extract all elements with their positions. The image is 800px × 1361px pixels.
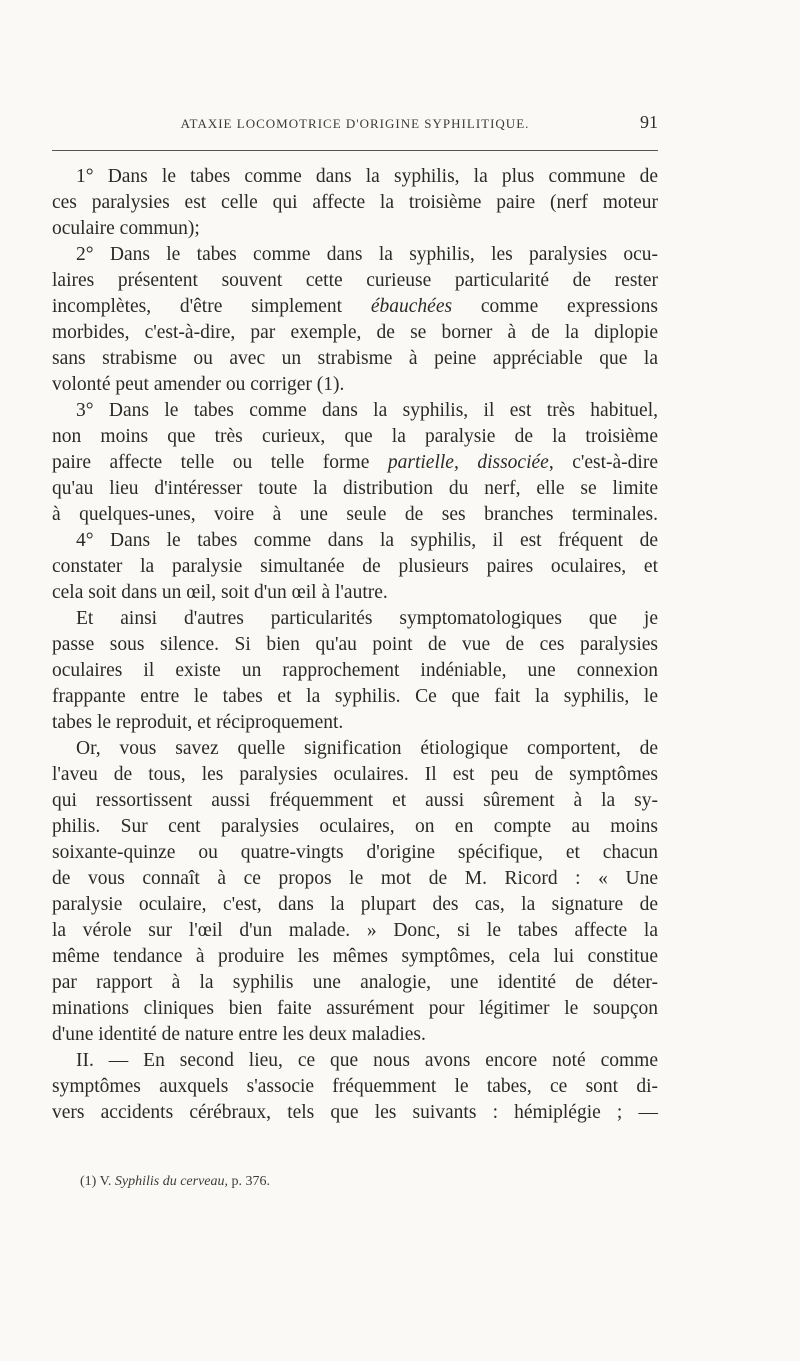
text-line: frappante entre le tabes et la syphilis. Ce que fait la syphilis, le (52, 686, 658, 707)
text-line: Et ainsi d'autres particularités symptomatologiques que je (76, 608, 658, 629)
footnote-title: Syphilis du cerveau, (114, 1174, 229, 1189)
text-line: volonté peut amender ou corriger (1). (52, 374, 345, 395)
page-number: 91 (640, 112, 658, 132)
text-line: vers accidents cérébraux, tels que les suivants : hémiplégie ; — (52, 1102, 658, 1123)
text-line: oculaire commun); (52, 218, 200, 239)
body-text (52, 164, 658, 1126)
footnote-marker: (1) V. (80, 1174, 112, 1189)
text-line: à quelques-unes, voire à une seule de ses branches terminales. (52, 504, 658, 525)
footnote (80, 1174, 270, 1190)
footnote-page: p. 376. (231, 1174, 271, 1189)
text-line: sans strabisme ou avec un strabisme à peine appréciable que la (52, 348, 658, 369)
text-line: Or, vous savez quelle signification étiologique comportent, de (76, 738, 658, 759)
text-line: l'aveu de tous, les paralysies oculaires. Il est peu de symptômes (52, 764, 658, 785)
text-line: non moins que très curieux, que la paralysie de la troisième (52, 426, 658, 447)
text-line: incomplètes, d'être simplement ébauchées comme expressions (52, 296, 658, 317)
header-rule (52, 150, 658, 151)
text-line: même tendance à produire les mêmes symptômes, cela lui constitue (52, 946, 658, 967)
text-line: tabes le reproduit, et réciproquement. (52, 712, 344, 733)
text-line: 4° Dans le tabes comme dans la syphilis, il est fréquent de (76, 530, 658, 551)
text-line: minations cliniques bien faite assurément pour légitimer le soupçon (52, 998, 658, 1019)
text-line: symptômes auxquels s'associe fréquemment le tabes, ce sont di- (52, 1076, 658, 1097)
text-line: paire affecte telle ou telle forme partielle, dissociée, c'est-à-dire (52, 452, 658, 473)
text-line: 3° Dans le tabes comme dans la syphilis, il est très habituel, (76, 400, 658, 421)
text-line: 2° Dans le tabes comme dans la syphilis, les paralysies ocu- (76, 244, 658, 265)
page-header (52, 112, 658, 142)
text-line: qu'au lieu d'intéresser toute la distribution du nerf, elle se limite (52, 478, 658, 499)
text-line: ces paralysies est celle qui affecte la troisième paire (nerf moteur (52, 192, 658, 213)
text-line: d'une identité de nature entre les deux maladies. (52, 1024, 426, 1045)
text-line: philis. Sur cent paralysies oculaires, on en compte au moins (52, 816, 658, 837)
text-line: 1° Dans le tabes comme dans la syphilis, la plus commune de (76, 166, 658, 187)
text-line: par rapport à la syphilis une analogie, une identité de déter- (52, 972, 658, 993)
running-head: ATAXIE LOCOMOTRICE D'ORIGINE SYPHILITIQUE. (180, 116, 530, 131)
text-line: de vous connaît à ce propos le mot de M. Ricord : « Une (52, 868, 658, 889)
text-line: laires présentent souvent cette curieuse particularité de rester (52, 270, 658, 291)
text-line: soixante-quinze ou quatre-vingts d'origine spécifique, et chacun (52, 842, 658, 863)
text-line: la vérole sur l'œil d'un malade. » Donc, si le tabes affecte la (52, 920, 658, 941)
text-line: cela soit dans un œil, soit d'un œil à l'autre. (52, 582, 388, 603)
text-line: passe sous silence. Si bien qu'au point de vue de ces paralysies (52, 634, 658, 655)
text-line: qui ressortissent aussi fréquemment et aussi sûrement à la sy- (52, 790, 658, 811)
text-line: morbides, c'est-à-dire, par exemple, de se borner à de la diplopie (52, 322, 658, 343)
text-line: constater la paralysie simultanée de plusieurs paires oculaires, et (52, 556, 658, 577)
text-line: oculaires il existe un rapprochement indéniable, une connexion (52, 660, 658, 681)
text-line: II. — En second lieu, ce que nous avons encore noté comme (76, 1050, 658, 1071)
text-line: paralysie oculaire, c'est, dans la plupart des cas, la signature de (52, 894, 658, 915)
